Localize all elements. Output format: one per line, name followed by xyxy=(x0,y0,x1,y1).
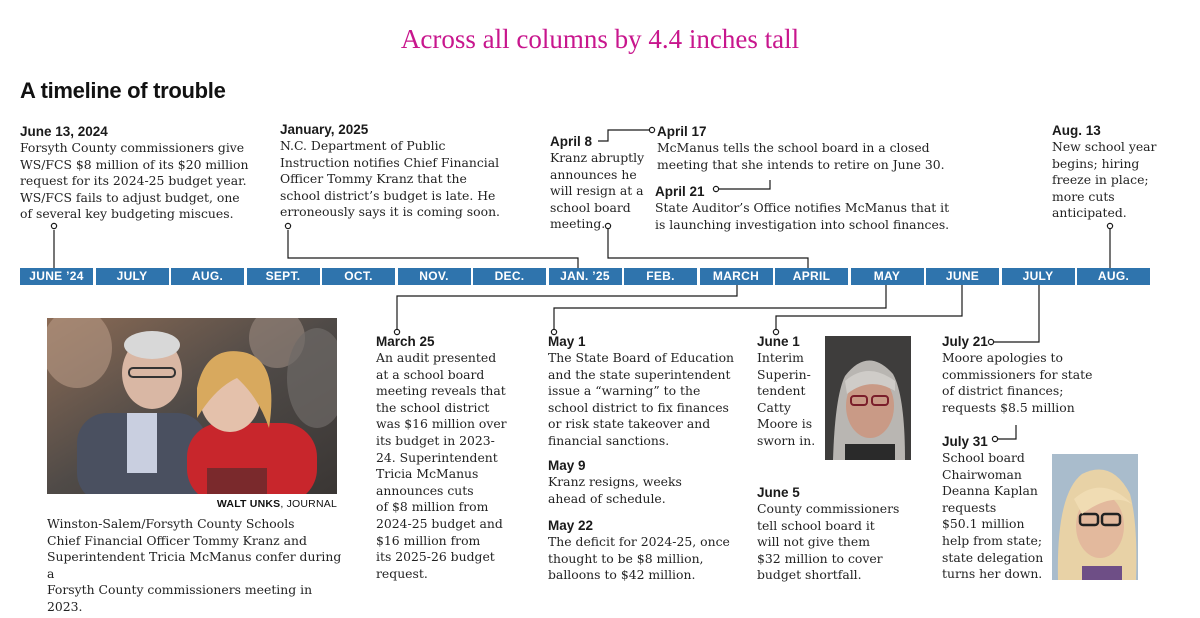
event-jun13 xyxy=(20,124,260,223)
event-date: January, 2025 xyxy=(280,122,369,137)
photo-caption: Winston-Salem/Forsyth County Schools Chief Financial Officer Tommy Kranz and Superintendent Tricia McManus confer during a Forsyth County commissioners meeting in 2023. xyxy=(47,516,342,614)
event-text: The deficit for 2024-25, once thought to be $8 million, balloons to $42 million. xyxy=(548,534,730,583)
month-dec: DEC. xyxy=(473,268,546,285)
photo-deanna-kaplan xyxy=(1052,454,1138,580)
event-date: March 25 xyxy=(376,334,435,349)
event-jan2025 xyxy=(280,122,530,221)
event-text: Interim Superin- tendent Catty Moore is sworn in. xyxy=(757,350,816,448)
event-jun1 xyxy=(757,334,827,450)
photo-credit-org: , JOURNAL xyxy=(280,498,337,510)
event-text: School board Chairwoman Deanna Kaplan requests $50.1 million help from state; state delegation turns her down. xyxy=(942,450,1044,582)
event-text: Kranz resigns, weeks ahead of schedule. xyxy=(548,474,682,506)
event-text: An audit presented at a school board meeting reveals that the school district was $16 million over its budget in 2023- 24. Superintendent Tricia McManus announces cuts of $8 million from 2024-25 budget and $16 million from its 2025-26 budget request. xyxy=(376,350,507,581)
photo-catty-moore xyxy=(825,336,911,460)
event-date: May 1 xyxy=(548,334,586,349)
event-jul31 xyxy=(942,434,1052,583)
event-date: June 5 xyxy=(757,485,800,500)
month-may: MAY xyxy=(851,268,924,285)
event-may22 xyxy=(548,518,748,584)
event-mar25 xyxy=(376,334,526,582)
event-jun5 xyxy=(757,485,927,584)
page-title: A timeline of trouble xyxy=(20,78,226,103)
event-date: May 9 xyxy=(548,458,586,473)
event-date: June 1 xyxy=(757,334,800,349)
event-text: N.C. Department of Public Instruction notifies Chief Financial Officer Tommy Kranz that the school district’s budget is late. He erroneously says it is coming soon. xyxy=(280,138,500,220)
month-aug: AUG. xyxy=(171,268,244,285)
event-text: McManus tells the school board in a closed meeting that she intends to retire on June 30. xyxy=(657,140,945,172)
month-oct: OCT. xyxy=(322,268,395,285)
month-jul: JULY xyxy=(96,268,169,285)
event-aug13 xyxy=(1052,123,1182,222)
event-date: July 31 xyxy=(942,434,988,449)
month-jan25: JAN. ’25 xyxy=(549,268,622,285)
month-mar: MARCH xyxy=(700,268,773,285)
portrait-kaplan xyxy=(1052,454,1138,580)
photo-illustration xyxy=(47,318,337,494)
photo-credit xyxy=(47,498,337,510)
event-date: April 8 xyxy=(550,134,593,149)
month-apr: APRIL xyxy=(775,268,848,285)
photo-kranz-mcmanus xyxy=(47,318,337,494)
event-date: Aug. 13 xyxy=(1052,123,1101,138)
month-nov: NOV. xyxy=(398,268,471,285)
event-date: April 21 xyxy=(655,184,705,199)
event-text: Moore apologies to commissioners for state of district finances; requests $8.5 million xyxy=(942,350,1093,415)
event-apr21 xyxy=(655,184,955,233)
event-text: State Auditor’s Office notifies McManus that it is launching investigation into school finances. xyxy=(655,200,950,232)
event-text: The State Board of Education and the state superintendent issue a “warning” to the school district to fix finances or risk state takeover and financial sanctions. xyxy=(548,350,735,448)
banner-text: Across all columns by 4.4 inches tall xyxy=(400,24,800,54)
portrait-moore xyxy=(825,336,911,460)
event-text: Kranz abruptly announces he will resign at a school board meeting. xyxy=(550,150,645,232)
event-jul21 xyxy=(942,334,1122,416)
event-may1 xyxy=(548,334,748,450)
month-jun24: JUNE ’24 xyxy=(20,268,93,285)
month-sep: SEPT. xyxy=(247,268,320,285)
timeline-month-bar xyxy=(20,268,1151,285)
event-date: July 21 xyxy=(942,334,988,349)
event-date: June 13, 2024 xyxy=(20,124,108,139)
event-text: County commissioners tell school board it will not give them $32 million to cover budget shortfall. xyxy=(757,501,900,583)
event-apr8 xyxy=(550,134,660,233)
event-date: April 17 xyxy=(657,124,707,139)
photo-credit-name: WALT UNKS xyxy=(216,498,281,510)
event-may9 xyxy=(548,458,748,507)
month-jul2: JULY xyxy=(1002,268,1075,285)
event-text: New school year begins; hiring freeze in place; more cuts anticipated. xyxy=(1052,139,1157,221)
event-text: Forsyth County commissioners give WS/FCS $8 million of its $20 million request for its 2024-25 budget year. WS/FCS fails to adjust budget, one of several key budgeting miscues. xyxy=(20,140,249,222)
month-jun: JUNE xyxy=(926,268,999,285)
event-apr17 xyxy=(657,124,957,173)
month-feb: FEB. xyxy=(624,268,697,285)
month-aug2: AUG. xyxy=(1077,268,1150,285)
event-date: May 22 xyxy=(548,518,594,533)
